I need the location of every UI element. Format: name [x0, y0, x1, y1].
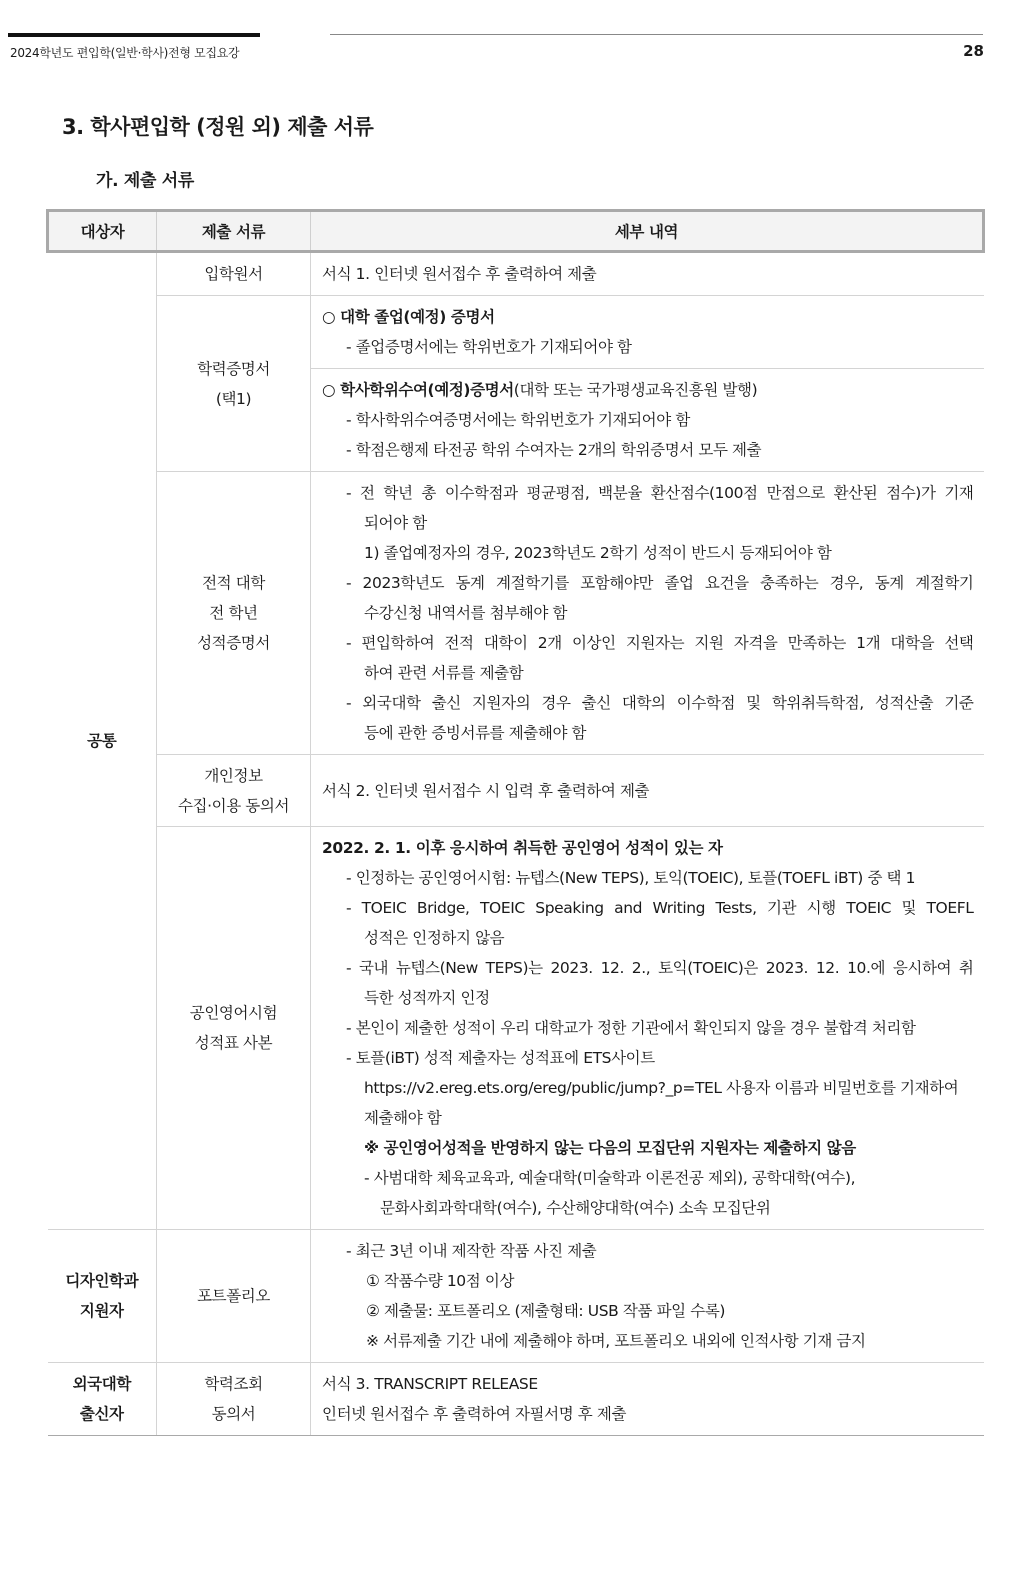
detail-degree-bachelor: ○ 학사학위수여(예정)증명서(대학 또는 국가평생교육진흥원 발행) - 학사학위수여증명서에는 학위번호가 기재되어야 함 - 학점은행제 타전공 학위 수여자는 2개의 학위증명서 모두 제출: [311, 369, 984, 472]
documents-table: [46, 209, 985, 1436]
header-document: 제출 서류: [157, 211, 311, 252]
group-common: 공통: [48, 252, 157, 1230]
doc-application: 입학원서: [157, 252, 311, 296]
table-row: [48, 1363, 984, 1436]
header-rule-thin: [330, 34, 983, 35]
group-design: 디자인학과 지원자: [48, 1230, 157, 1363]
subsection-title: 가. 제출 서류: [96, 171, 195, 191]
doc-release: 학력조회 동의서: [157, 1363, 311, 1436]
table-row: [48, 1230, 984, 1363]
page-number: 28: [963, 42, 984, 60]
header-detail: 세부 내역: [311, 211, 984, 252]
detail-transcript: - 전 학년 총 이수학점과 평균평점, 백분율 환산점수(100점 만점으로 환산된 점수)가 기재 되어야 함 1) 졸업예정자의 경우, 2023학년도 2학기 성적이 반드시 등재되어야 함 - 2023학년도 동계 계절학기를 포함해야만 졸업 요건을 충족하는 경우, 동계 계절학기 수강신청 내역서를 첨부해야 함 - 편입학하여 전적 대학이 2개 이상인 지원자는 지원 자격을 만족하는 1개 대학을 선택 하여 관련 서류를 제출함 - 외국대학 출신 지원자의 경우 출신 대학의 이수학점 및 학위취득학점, 성적산출 기준 등에 관한 증빙서류를 제출해야 함: [311, 472, 984, 755]
header-target: 대상자: [48, 211, 157, 252]
detail-release: 서식 3. TRANSCRIPT RELEASE 인터넷 원서접수 후 출력하여 자필서명 후 제출: [311, 1363, 984, 1436]
detail-degree-graduation: ○ 대학 졸업(예정) 증명서 - 졸업증명서에는 학위번호가 기재되어야 함: [311, 296, 984, 369]
doc-title: 2024학년도 편입학(일반·학사)전형 모집요강: [10, 46, 240, 60]
detail-application: 서식 1. 인터넷 원서접수 후 출력하여 제출: [311, 252, 984, 296]
table-row: [48, 755, 984, 827]
detail-privacy: 서식 2. 인터넷 원서접수 시 입력 후 출력하여 제출: [311, 755, 984, 827]
doc-privacy: 개인정보 수집·이용 동의서: [157, 755, 311, 827]
table-row: [48, 252, 984, 296]
section-title: 3. 학사편입학 (정원 외) 제출 서류: [62, 115, 374, 139]
table-header-row: [48, 211, 984, 252]
doc-degree: 학력증명서 (택1): [157, 296, 311, 472]
header-rule-thick: [8, 33, 260, 37]
table-row: [48, 296, 984, 369]
doc-english: 공인영어시험 성적표 사본: [157, 827, 311, 1230]
group-foreign: 외국대학 출신자: [48, 1363, 157, 1436]
doc-transcript: 전적 대학 전 학년 성적증명서: [157, 472, 311, 755]
detail-english: 2022. 2. 1. 이후 응시하여 취득한 공인영어 성적이 있는 자 - 인정하는 공인영어시험: 뉴텝스(New TEPS), 토익(TOEIC), 토플(TOEFL iBT) 중 택 1 - TOEIC Bridge, TOEIC Speaking and Writing Tests, 기관 시행 TOEIC 및 TOEFL 성적은 인정하지 않음 - 국내 뉴텝스(New TEPS)는 2023. 12. 2., 토익(TOEIC)은 2023. 12. 10.에 응시하여 취 득한 성적까지 인정 - 본인이 제출한 성적이 우리 대학교가 정한 기관에서 확인되지 않을 경우 불합격 처리함 - 토플(iBT) 성적 제출자는 성적표에 ETS사이트 https://v2.ereg.ets.org/ereg/public/jump?_p=TEL 사용자 이름과 비밀번호를 기재하여 제출해야 함 ※ 공인영어성적을 반영하지 않는 다음의 모집단위 지원자는 제출하지 않음 - 사범대학 체육교육과, 예술대학(미술학과 이론전공 제외), 공학대학(여수), 문화사회과학대학(여수), 수산해양대학(여수) 소속 모집단위: [311, 827, 984, 1230]
table-row: [48, 827, 984, 1230]
doc-portfolio: 포트폴리오: [157, 1230, 311, 1363]
table-row: [48, 472, 984, 755]
detail-portfolio: - 최근 3년 이내 제작한 작품 사진 제출 ① 작품수량 10점 이상 ② 제출물: 포트폴리오 (제출형태: USB 작품 파일 수록) ※ 서류제출 기간 내에 제출해야 하며, 포트폴리오 내외에 인적사항 기재 금지: [311, 1230, 984, 1363]
